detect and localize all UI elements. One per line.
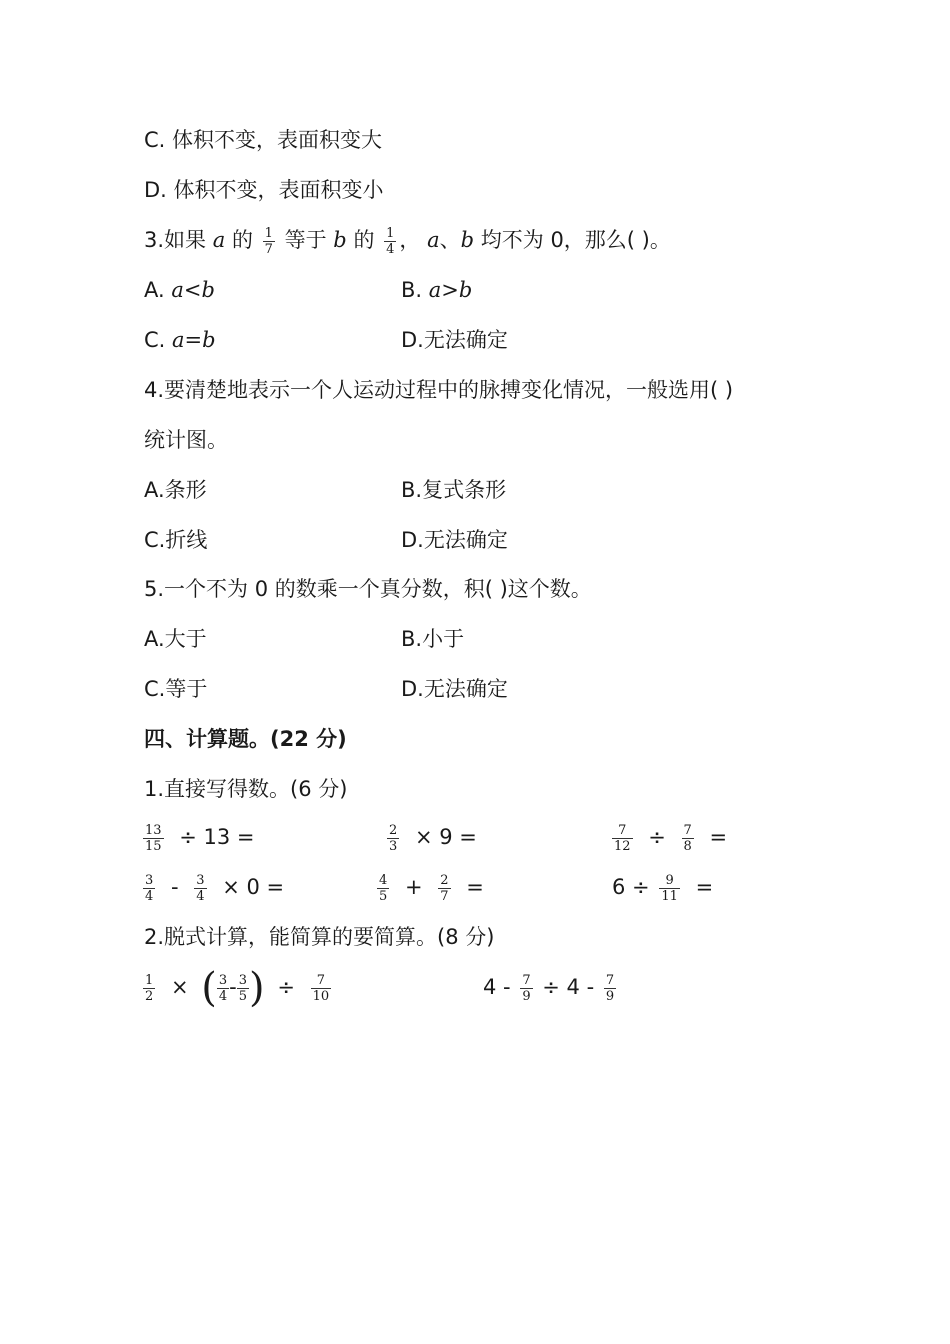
q3-fraction-1: $\frac{1}{7}$ xyxy=(264,225,273,257)
q3-var-a: a xyxy=(212,228,226,252)
calc-1-2: $\frac{2}{3}$ × 9 = xyxy=(389,822,477,854)
q4-stem-line2: 统计图。 xyxy=(144,428,228,452)
q3-de-2: 的 xyxy=(353,228,375,252)
q5-option-c: C.等于 xyxy=(144,677,208,701)
calc-1-5: $\frac{4}{5}$ + $\frac{2}{7}$ = xyxy=(379,872,484,904)
calc-1-4: $\frac{3}{4}$ - $\frac{3}{4}$ × 0 = xyxy=(145,872,285,904)
q3-de-1: 的 xyxy=(231,228,253,252)
q2-option-d: D. 体积不变，表面积变小 xyxy=(144,178,384,202)
q4-option-d: D.无法确定 xyxy=(401,528,508,552)
part-2-title: 2.脱式计算，能简算的要简算。(8 分) xyxy=(144,925,495,949)
q3-fraction-2: $\frac{1}{4}$ xyxy=(386,225,395,257)
q3-option-c: C. a=b xyxy=(144,328,216,352)
q3-var-b: b xyxy=(333,228,347,252)
q3-prefix: 3.如果 xyxy=(144,228,207,252)
q3-suffix: 均不为 0，那么( )。 xyxy=(480,228,671,252)
q4-stem-line1: 4.要清楚地表示一个人运动过程中的脉搏变化情况，一般选用( ) xyxy=(144,378,734,402)
calc-1-1: $\frac{13}{15}$ ÷ 13 = xyxy=(145,822,255,854)
q4-option-b: B.复式条形 xyxy=(401,478,507,502)
q5-stem: 5.一个不为 0 的数乘一个真分数，积( )这个数。 xyxy=(144,577,592,601)
q3-mid: 等于 xyxy=(284,228,327,252)
calc-1-6: 6 ÷ $\frac{9}{11}$ = xyxy=(612,872,714,904)
calc-2-1: $\frac{1}{2}$ × ( $\frac{3}{4}$ - $\frac{3}{5}$ ) ÷ $\frac{7}{10}$ xyxy=(145,965,330,1011)
q3-option-d: D.无法确定 xyxy=(401,328,508,352)
q5-option-d: D.无法确定 xyxy=(401,677,508,701)
calc-2-2: 4 - $\frac{7}{9}$ ÷ 4 - $\frac{7}{9}$ xyxy=(483,972,615,1004)
q2-option-c: C. 体积不变，表面积变大 xyxy=(144,128,383,152)
q5-option-b: B.小于 xyxy=(401,627,465,651)
q4-option-c: C.折线 xyxy=(144,528,208,552)
q3-option-b: B. a>b xyxy=(401,278,473,302)
q4-option-a: A.条形 xyxy=(144,478,207,502)
section-4-title: 四、计算题。(22 分) xyxy=(144,727,347,751)
part-1-title: 1.直接写得数。(6 分) xyxy=(144,777,348,801)
q5-option-a: A.大于 xyxy=(144,627,207,651)
q3-option-a: A. a<b xyxy=(144,278,215,302)
calc-1-3: $\frac{7}{12}$ ÷ $\frac{7}{8}$ = xyxy=(614,822,728,854)
q3-stem: 3.如果 a 的 $\frac{1}{7}$ 等于 b 的 $\frac{1}{4}$ ， a、b 均不为 0，那么( )。 xyxy=(144,225,671,257)
